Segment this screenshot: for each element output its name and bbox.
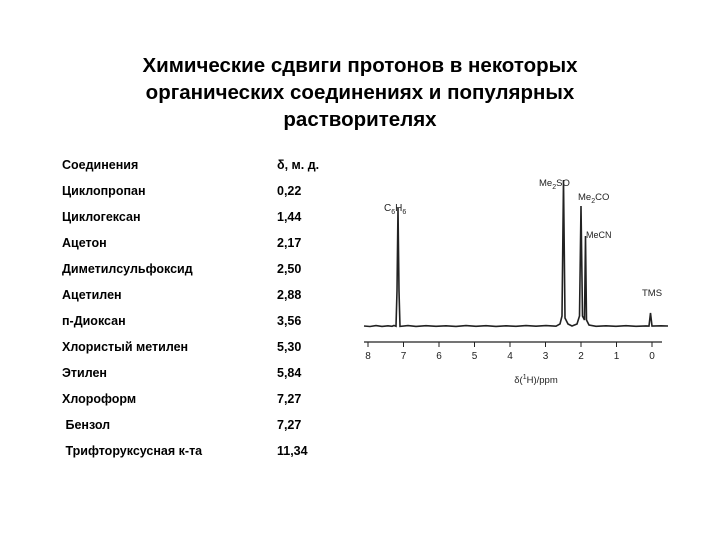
compound-name: Бензол — [62, 418, 111, 432]
shift-value: 1,44 — [277, 210, 302, 224]
tick-label: 5 — [471, 351, 478, 362]
spectrum-trace — [364, 180, 668, 327]
compound-name: Хлористый метилен — [62, 340, 189, 354]
tick-label: 0 — [649, 351, 655, 362]
tick-label: 6 — [436, 351, 442, 362]
compound-name: Трифторуксусная к-та — [62, 444, 203, 458]
shift-value: 5,84 — [277, 366, 302, 380]
tick-label: 8 — [365, 351, 371, 362]
peak-label-c6h6: $C_6H_6$ — [384, 203, 407, 216]
tick-label: 7 — [400, 351, 407, 362]
axis-ticks — [368, 342, 652, 347]
compound-name: Ацетилен — [62, 288, 122, 302]
compound-name: Хлороформ — [62, 392, 137, 406]
compound-name: Циклогексан — [62, 210, 141, 224]
peak-label-me2so: $Me_2SO$ — [539, 178, 570, 191]
shift-value: 5,30 — [277, 340, 302, 354]
shift-value: 2,50 — [277, 262, 302, 276]
shift-value: 2,17 — [277, 236, 302, 250]
compound-name: п-Диоксан — [62, 314, 126, 328]
shift-value: 0,22 — [277, 184, 302, 198]
tick-label: 2 — [578, 351, 584, 362]
x-axis-label: δ($^1$H)/ppm — [514, 374, 558, 386]
tick-label: 3 — [542, 351, 549, 362]
title-line-2: органических соединениях и популярных — [145, 81, 575, 104]
shift-value: 7,27 — [277, 418, 302, 432]
title-line-1: Химические сдвиги протонов в некоторых — [142, 54, 578, 77]
compound-name: Диметилсульфоксид — [62, 262, 193, 276]
tick-label: 1 — [613, 351, 620, 362]
shift-value: 11,34 — [277, 444, 308, 458]
title-line-3: растворителях — [283, 108, 437, 131]
shift-value: 3,56 — [277, 314, 302, 328]
header-shift: δ, м. д. — [277, 158, 320, 172]
peak-label-tms: TMS — [642, 288, 663, 299]
shift-value: 7,27 — [277, 392, 302, 406]
tick-label: 4 — [507, 351, 513, 362]
peak-label-me2co: $Me_2CO$ — [578, 192, 610, 205]
peak-label-mecn: MeCN — [586, 230, 612, 240]
compound-name: Этилен — [62, 366, 107, 380]
shift-value: 2,88 — [277, 288, 302, 302]
compound-name: Циклопропан — [62, 184, 146, 198]
slide-title — [60, 52, 660, 133]
nmr-spectrum — [356, 166, 686, 396]
header-compound: Соединения — [62, 158, 139, 172]
compound-name: Ацетон — [62, 236, 107, 250]
